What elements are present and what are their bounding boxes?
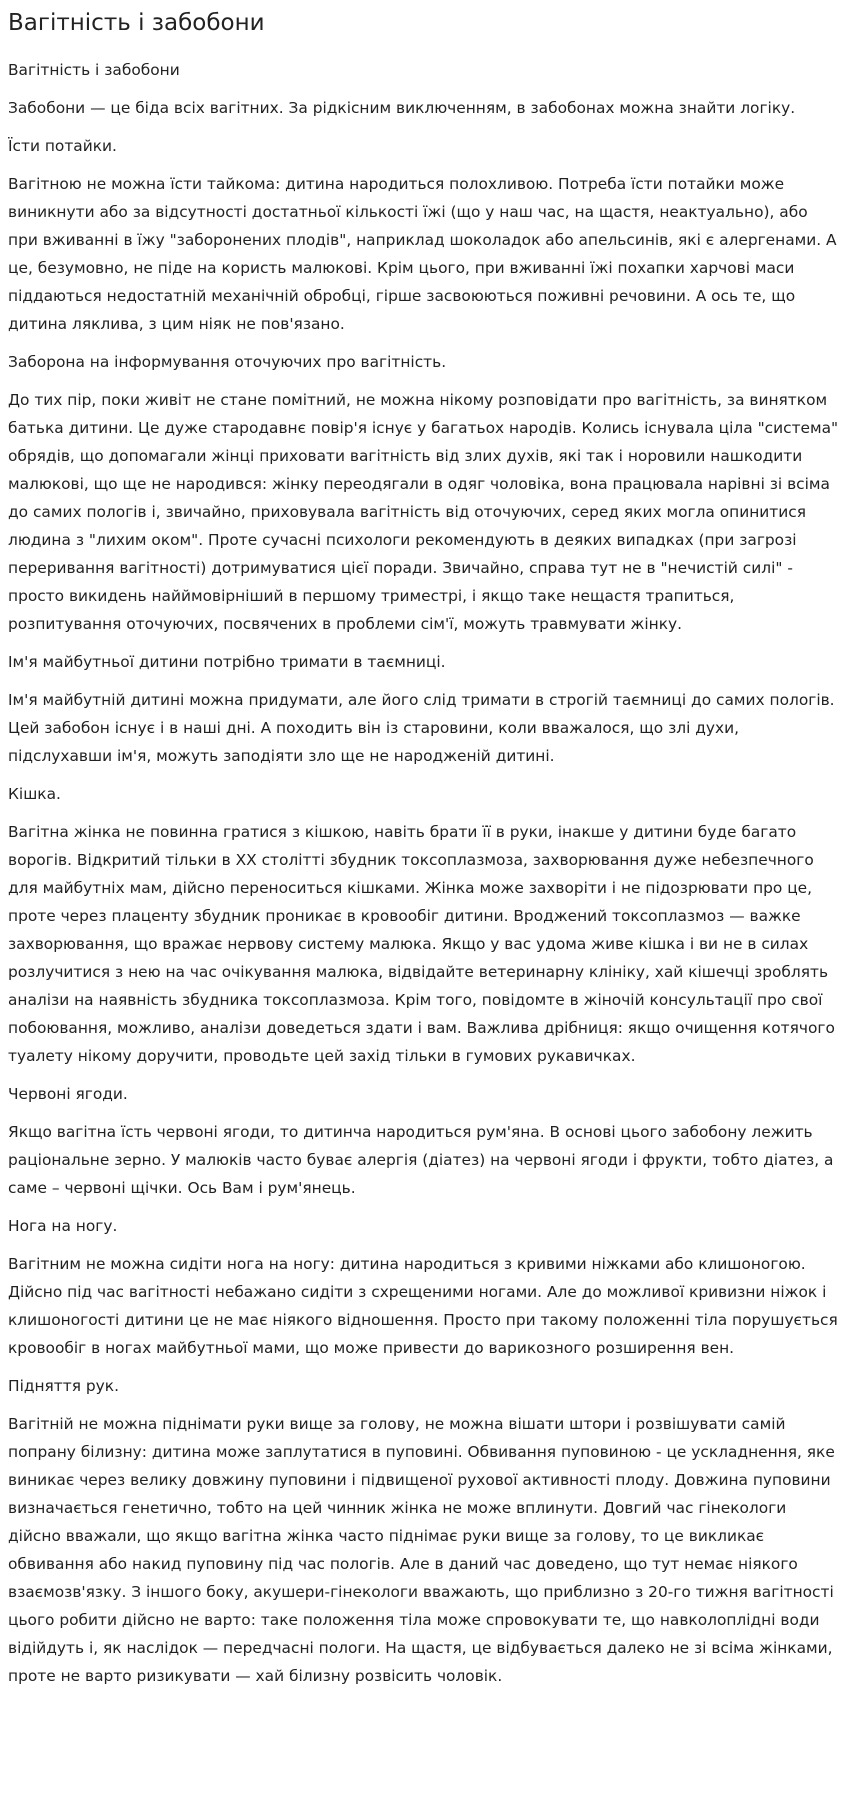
- page-title: Вагітність і забобони: [8, 10, 265, 36]
- section-body-raising-arms: Вагітній не можна піднімати руки вище за голову, не можна вішати штори і розвішувати самій попрану білизну: дитина може заплутатися в пуповині. Обвивання пуповиною - це ускладнення, яке виникає через велику довжину пуповини і підвищеної рухової активності плоду. Довжина пуповини визначається генетично, тобто на цей чинник жінка не може вплинути. Довгий час гінекологи дійсно вважали, що якщо вагітна жінка часто піднімає руки вище за голову, то це викликає обвивання або накид пуповину під час пологів. Але в даний час доведено, що тут немає ніякого взаємозв'язку. З іншого боку, акушери-гінекологи вважають, що приблизно з 20-го тижня вагітності цього робити дійсно не варто: таке положення тіла може спровокувати те, що навколоплідні води відійдуть і, як наслідок — передчасні пологи. На щастя, це відбувається далеко не зі всіма жінками, проте не варто ризикувати — хай білизну розвісить чоловік.: [8, 1415, 835, 1685]
- section-body-baby-name: Ім'я майбутній дитині можна придумати, але його слід тримати в строгій таємниці до самих пологів. Цей забобон існує і в наші дні. А походить він із старовини, коли вважалося, що злі духи, підслухавши ім'я, можуть заподіяти зло ще не народженій дитині.: [8, 691, 835, 765]
- section-heading-telling-others: Заборона на інформування оточуючих про вагітність.: [8, 353, 447, 371]
- section-body-red-berries: Якщо вагітна їсть червоні ягоди, то дитинча народиться рум'яна. В основі цього забобону лежить раціональне зерно. У малюків часто буває алергія (діатез) на червоні ягоди і фрукти, тобто діатез, а саме – червоні щічки. Ось Вам і рум'янець.: [8, 1123, 834, 1197]
- article-subtitle: Вагітність і забобони: [8, 61, 180, 79]
- section-heading-cat: Кішка.: [8, 785, 61, 803]
- article-intro: Забобони — це біда всіх вагітних. За рідкісним виключенням, в забобонах можна знайти логіку.: [8, 99, 796, 117]
- section-heading-raising-arms: Підняття рук.: [8, 1377, 119, 1395]
- section-body-crossed-legs: Вагітним не можна сидіти нога на ногу: дитина народиться з кривими ніжками або клишоногою. Дійсно під час вагітності небажано сидіти з схрещеними ногами. Але до можливої кривизни ніжок і клишоногості дитини це не має ніякого відношення. Просто при такому положенні тіла порушується кровообіг в ногах майбутньої мами, що може привести до варикозного розширення вен.: [8, 1255, 838, 1357]
- section-heading-baby-name: Ім'я майбутньої дитини потрібно тримати в таємниці.: [8, 653, 446, 671]
- section-heading-red-berries: Червоні ягоди.: [8, 1085, 128, 1103]
- section-body-telling-others: До тих пір, поки живіт не стане помітний, не можна нікому розповідати про вагітність, за винятком батька дитини. Це дуже стародавнє повір'я існує у багатьох народів. Колись існувала ціла "система" обрядів, що допомагали жінці приховати вагітність від злих духів, які так і норовили нашкодити малюкові, що ще не народився: жінку переодягали в одяг чоловіка, вона працювала нарівні зі всіма до самих пологів і, звичайно, приховувала вагітність від оточуючих, серед яких могла опинитися людина з "лихим оком". Проте сучасні психологи рекомендують в деяких випадках (при загрозі переривання вагітності) дотримуватися цієї поради. Звичайно, справа тут не в "нечистій силі" - просто викидень найймовірніший в першому триместрі, і якщо таке нещастя трапиться, розпитування оточуючих, посвячених в проблеми сім'ї, можуть травмувати жінку.: [8, 391, 839, 633]
- section-heading-eating-secretly: Їсти потайки.: [8, 137, 117, 155]
- section-body-eating-secretly: Вагітною не можна їсти тайкома: дитина народиться полохливою. Потреба їсти потайки може виникнути або за відсутності достатньої кількості їжі (що у наш час, на щастя, неактуально), або при вживанні в їжу "заборонених плодів", наприклад шоколадок або апельсинів, які є алергенами. А це, безумовно, не піде на користь малюкові. Крім цього, при вживанні їжі похапки харчові маси піддаються недостатній механічній обробці, гірше засвоюються поживні речовини. А ось те, що дитина ляклива, з цим ніяк не пов'язано.: [8, 175, 837, 333]
- section-body-cat: Вагітна жінка не повинна гратися з кішкою, навіть брати її в руки, інакше у дитини буде багато ворогів. Відкритий тільки в XX столітті збудник токсоплазмоза, захворювання дуже небезпечного для майбутніх мам, дійсно переноситься кішками. Жінка може захворіти і не підозрювати про це, проте через плаценту збудник проникає в кровообіг дитини. Вроджений токсоплазмоз — важке захворювання, що вражає нервову систему малюка. Якщо у вас удома живе кішка і ви не в силах розлучитися з нею на час очікування малюка, відвідайте ветеринарну клініку, хай кішечці зроблять аналізи на наявність збудника токсоплазмоза. Крім того, повідомте в жіночій консультації про свої побоювання, можливо, аналізи доведеться здати і вам. Важлива дрібниця: якщо очищення котячого туалету нікому доручити, проводьте цей захід тільки в гумових рукавичках.: [8, 823, 835, 1065]
- section-heading-crossed-legs: Нога на ногу.: [8, 1217, 118, 1235]
